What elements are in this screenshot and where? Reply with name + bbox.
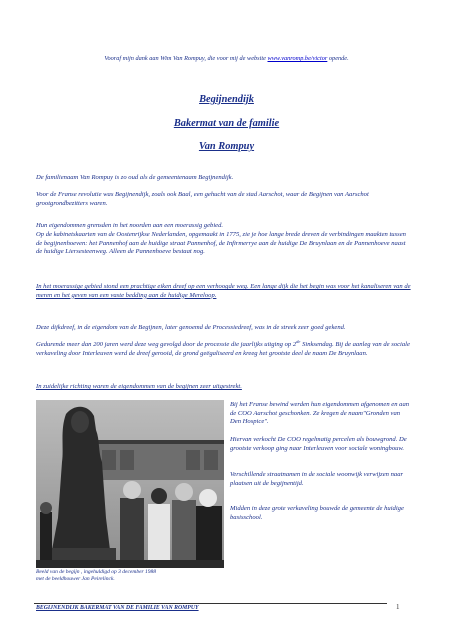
paragraph-3: Hun eigendommen grensden in het noorden aan een moerassig gebied. [36, 222, 224, 229]
paragraph-2: Voor de Franse revolutie was Begijnendijk, zoals ook Baal, een gehucht van de stad Aarschot, waar de Begijnen van Aarschot grootgrondbezitters waren. [36, 191, 369, 207]
paragraph-7 [36, 338, 412, 358]
title-line-2: Bakermat van de familie [173, 118, 280, 129]
side-paragraph-4: Midden in deze grote verkaveling bouwde de gemeente de huidige basisschool. [230, 505, 404, 521]
paragraph-7-end: Sinksendag. Bij de aanleg van de sociale verkaveling door Interleuven werd de dreef gerooid, de grond geëgaliseerd en kreeg het grootste deel de naam De Bruynlaan. [36, 341, 410, 357]
photo-caption [36, 569, 224, 583]
title-line-1: Begijnendijk [199, 94, 254, 105]
statue-photo [36, 400, 224, 568]
paragraph-8: In zuidelijke richting waren de eigendommen van de begijnen zeer uitgestrekt. [36, 383, 242, 390]
side-paragraph-3: Verschillende straatnamen in de sociale woonwijk verwijzen naar plaatsen uit de begijnentijd. [230, 471, 404, 487]
paragraph-1: De familienaam Van Rompuy is zo oud als de gemeentenaam Begijnendijk. [36, 174, 234, 181]
ordinal-suffix: de [296, 338, 301, 344]
statue-photo-image [36, 400, 224, 568]
caption-line-2: met de beeldhouwer Jan Peirelinck. [36, 576, 115, 582]
title-line-3: Van Rompuy [198, 141, 255, 152]
side-paragraph-2: Hiervan verkocht De COO regelmatig percelen als bouwgrond. De grootste verkoop ging naar Interleuven voor sociale woningbouw. [230, 436, 407, 452]
website-link[interactable]: www.vanromp.be/victor [267, 55, 328, 62]
acknowledgement-text: Vooraf mijn dank aan Wim Van Rompuy, die voor mij de website [104, 55, 268, 62]
paragraph-6: Deze dijkdreef, in de eigendom van de Begijnen, later genoemd de Processiedreef, was in de streek zeer goed gekend. [36, 324, 346, 331]
paragraph-5: In het moerassige gebied stond een prachtige eiken dreef op een verhoogde weg. Een lange dijk die het begin was voor het kanaliseren van de meren en het geven van een vaste bedding aan de huidige Mereloop. [36, 283, 411, 299]
footer-divider [34, 603, 387, 604]
footer-title: BEGIJNENDIJK BAKERMAT VAN DE FAMILIE VAN ROMPUY [36, 605, 199, 611]
paragraph-4: Op de kabinetskaarten van de Oostenrijkse Nederlanden, opgemaakt in 1775, zie je hoe lange brede dreven de verbindingen maakten tussen de begijnenhoeven: het Pannenhof aan de huidige straat Pannenhof, de Infirmerrye aan de huidige De Bruynlaan en de Pannenhoeve naast de huidige Liersesteenweg. Alleen de Pannenhoeve bestaat nog. [36, 231, 406, 256]
caption-line-1: Beeld van de begijn , ingehuldigd op 3 december 1988 [36, 569, 157, 575]
paragraph-7-start: Gedurende meer dan 200 jaren werd deze weg gevolgd door de processie die jaarlijks uitging op 2 [36, 341, 297, 348]
page-number: 1 [396, 603, 400, 611]
side-paragraph-1: Bij het Franse bewind werden hun eigendommen afgenomen en aan de COO Aarschot geschonken. Ze kregen de naam"Gronden van Den Hospice". [230, 401, 410, 426]
acknowledgement-line [30, 55, 423, 62]
acknowledgement-text-end: opende. [327, 55, 349, 62]
